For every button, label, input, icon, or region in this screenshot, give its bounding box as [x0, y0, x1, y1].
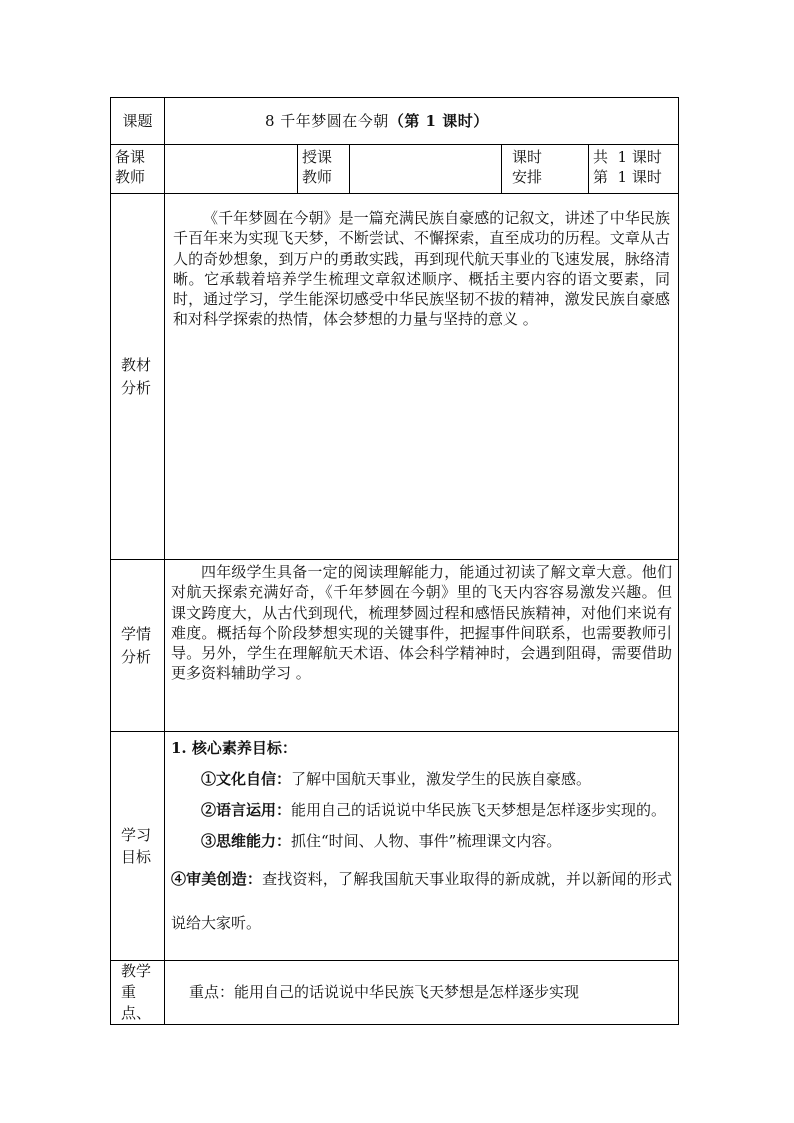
schedule-current: 第 1 课时: [593, 168, 662, 187]
schedule-total: 共 1 课时: [593, 148, 662, 166]
material-label-line2: 分析: [121, 378, 152, 397]
goal-item-3: [171, 826, 672, 857]
schedule-label-line1: 课时: [512, 148, 543, 166]
prep-label-line2: 教师: [115, 168, 146, 187]
focus-label-line2: 重点、: [121, 983, 152, 1022]
schedule-label-line2: 安排: [512, 168, 543, 187]
material-row: [111, 194, 679, 560]
material-label-line1: 教材: [121, 356, 152, 374]
goal-item-1: [171, 764, 672, 795]
goal-2-title: ②语言运用：: [201, 801, 292, 819]
goals-label: [111, 732, 165, 961]
goals-label-line1: 学习: [121, 825, 152, 844]
prep-teacher-value: [165, 145, 298, 194]
teach-label-line1: 授课: [302, 148, 333, 166]
teach-teacher-label: [298, 145, 350, 194]
student-label-line2: 分析: [121, 647, 152, 666]
prep-label-line1: 备课: [115, 148, 146, 166]
goal-3-text: 抓住“时间、人物、事件”梳理课文内容。: [291, 832, 562, 850]
topic-label-text: 课题: [122, 111, 153, 130]
goal-1-title: ①文化自信：: [201, 770, 292, 788]
student-label-line1: 学情: [121, 625, 152, 643]
prep-teacher-label: [111, 145, 165, 194]
goals-label-line2: 目标: [121, 848, 152, 866]
topic-label: [111, 98, 165, 145]
goal-1-text: 了解中国航天事业，激发学生的民族自豪感。: [291, 770, 592, 788]
topic-title: 8 千年梦圆在今朝: [265, 111, 389, 130]
material-text: 《千年梦圆在今朝》是一篇充满民族自豪感的记叙文，讲述了中华民族千百年来为实现飞天梦，不断尝试、不懈探索，直至成功的历程。文章从古人的奇妙想象，到万户的勇敢实践，再到现代航天事业的飞速发展，脉络清晰。它承载着培养学生梳理文章叙述顺序、概括主要内容的语文要素，同时，通过学习，学生能深切感受中华民族坚韧不拔的精神，激发民族自豪感和对科学探索的热情，体会梦想的力量与坚持的意义 。: [165, 194, 679, 560]
goal-4-title: ④审美创造：: [171, 870, 263, 888]
goal-item-4: [171, 857, 672, 945]
teacher-row: [111, 145, 679, 194]
focus-label: [111, 961, 165, 1025]
focus-text: 重点：能用自己的话说说中华民族飞天梦想是怎样逐步实现: [189, 983, 580, 1002]
focus-content: [165, 961, 679, 1025]
goal-4-text: 查找资料，了解我国航天事业取得的新成就，并以新闻的形式说给大家听。: [171, 870, 672, 932]
material-label: [111, 194, 165, 560]
goals-row: [111, 732, 679, 961]
goal-3-title: ③思维能力：: [201, 832, 292, 850]
topic-row: [111, 98, 679, 145]
goals-content: [165, 732, 679, 961]
topic-session: （第 1 课时）: [388, 111, 489, 130]
teach-label-line2: 教师: [302, 168, 333, 187]
teach-teacher-value: [350, 145, 502, 194]
student-text: 四年级学生具备一定的阅读理解能力，能通过初读了解文章大意。他们对航天探索充满好奇，《千年梦圆在今朝》里的飞天内容容易激发兴趣。但课文跨度大，从古代到现代，梳理梦圆过程和感悟民族精神，对他们来说有难度。概括每个阶段梦想实现的关键事件，把握事件间联系，也需要教师引导。另外，学生在理解航天术语、体会科学精神时，会遇到阻碍，需要借助更多资料辅助学习 。: [165, 560, 679, 732]
focus-label-line1: 教学: [121, 962, 152, 980]
goal-2-text: 能用自己的话说说中华民族飞天梦想是怎样逐步实现的。: [291, 801, 667, 819]
student-label: [111, 560, 165, 732]
goals-heading: 1. 核心素养目标：: [171, 739, 297, 757]
student-row: [111, 560, 679, 732]
topic-value: [165, 98, 679, 145]
schedule-label: [502, 145, 589, 194]
schedule-value: [589, 145, 679, 194]
goal-item-2: [171, 795, 672, 826]
focus-row: [111, 961, 679, 1025]
lesson-plan-table: [110, 97, 679, 1025]
